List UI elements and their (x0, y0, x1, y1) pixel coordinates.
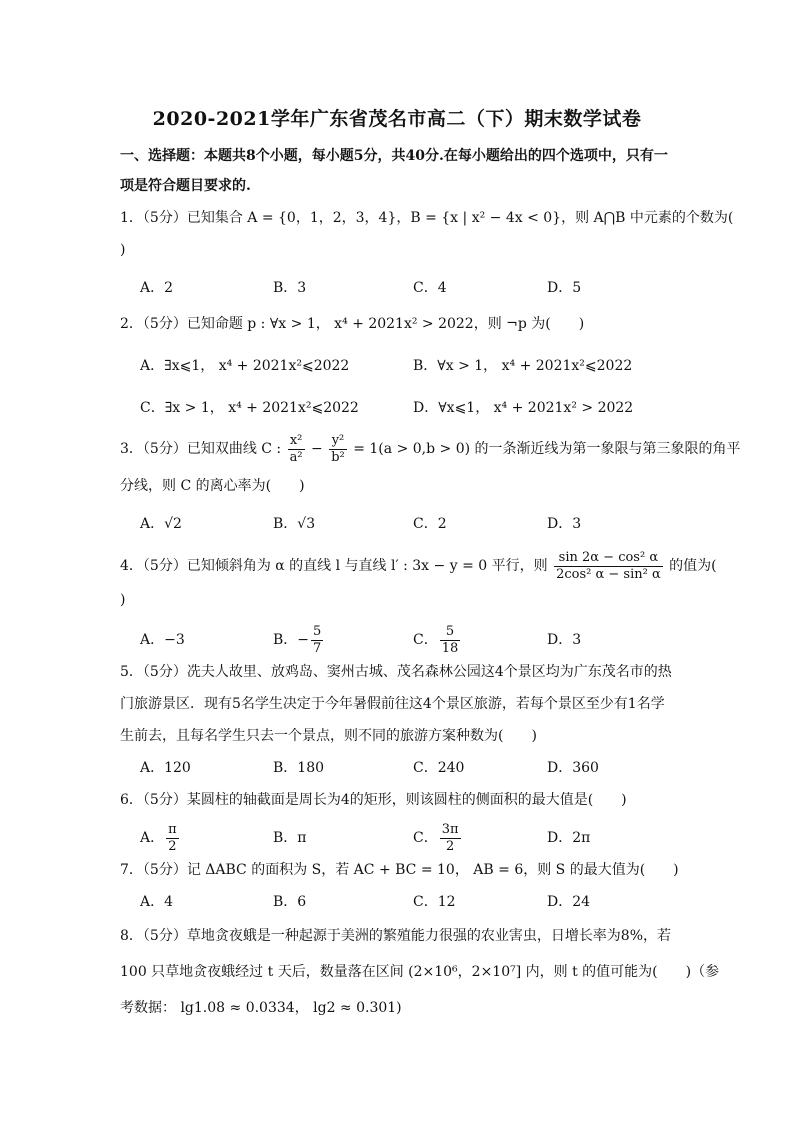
q4-stem-cont: ) (120, 592, 126, 608)
q7-stem: 7．（5分）记 ΔABC 的面积为 S，若 AC + BC = 10， AB = 6，则 S 的最大值为( ) (120, 862, 679, 878)
q3-option-d[interactable]: D．3 (547, 516, 582, 532)
q2-options-row2 (140, 396, 700, 420)
q4-option-b-num: 5 (313, 623, 322, 639)
q5-option-d[interactable]: D．360 (547, 760, 599, 776)
q4-fraction (554, 550, 663, 583)
q6-option-a-num: π (168, 821, 177, 837)
q6-option-c-den: 2 (445, 838, 455, 854)
q6-option-c[interactable] (413, 818, 463, 858)
q6-option-a-fraction (166, 822, 179, 855)
q5-option-b[interactable]: B．180 (273, 760, 325, 776)
q1-option-d[interactable]: D．5 (547, 280, 582, 296)
q4-option-a[interactable]: A．−3 (140, 632, 185, 648)
q3-minus: − (311, 441, 323, 457)
q5-stem-line2: 门旅游景区．现有5名学生决定于今年暑假前往这4个景区旅游，若每个景区至少有1名学 (120, 696, 665, 712)
q4-option-c-label: C． (413, 632, 438, 648)
q1-stem-cont: ) (120, 242, 126, 258)
q2-options-row1 (140, 354, 700, 378)
q1-option-a[interactable]: A．2 (140, 280, 174, 296)
q3-fraction-x (288, 433, 305, 466)
q6-option-b[interactable]: B．π (273, 830, 307, 846)
q5-option-a[interactable]: A．120 (140, 760, 191, 776)
q6-stem: 6．（5分）某圆柱的轴截面是周长为4的矩形，则该圆柱的侧面积的最大值是( ) (120, 792, 627, 808)
q7-option-b[interactable]: B．6 (273, 894, 307, 910)
q4-option-b-label: B． (273, 632, 298, 648)
q2-option-c[interactable]: C．∃x > 1， x⁴ + 2021x²⩽2022 (140, 400, 359, 416)
q3-stem (120, 432, 741, 466)
q3-prefix: 3．（5分）已知双曲线 C : (120, 441, 282, 457)
q7-options (140, 890, 700, 914)
q4-option-d[interactable]: D．3 (547, 632, 582, 648)
q4-option-c[interactable] (413, 620, 462, 660)
section-header-line2: 项是符合题目要求的. (120, 178, 251, 194)
q2-option-d[interactable]: D．∀x⩽1， x⁴ + 2021x² > 2022 (413, 400, 634, 416)
q3-frac2-den: b² (331, 449, 345, 465)
q4-option-c-fraction (440, 624, 461, 657)
q7-option-c[interactable]: C．12 (413, 894, 456, 910)
q3-suffix: = 1(a > 0,b > 0) 的一条渐近线为第一象限与第三象限的角平 (353, 441, 741, 457)
q2-stem: 2．（5分）已知命题 p : ∀x > 1， x⁴ + 2021x² > 2022，则 ¬p 为( ) (120, 316, 585, 332)
q4-option-c-num: 5 (440, 624, 461, 641)
q6-option-c-fraction (440, 822, 461, 855)
q4-frac-num: sin 2α − cos² α (554, 550, 663, 567)
q7-option-a[interactable]: A．4 (140, 894, 174, 910)
q5-stem-line1: 5．（5分）冼夫人故里、放鸡岛、窦州古城、茂名森林公园这4个景区均为广东茂名市的热 (120, 664, 672, 680)
q5-option-c[interactable]: C．240 (413, 760, 465, 776)
q1-option-c[interactable]: C．4 (413, 280, 447, 296)
q4-frac-den: 2cos² α − sin² α (556, 566, 661, 582)
q3-option-b[interactable]: B．√3 (273, 516, 316, 532)
q3-frac1-den: a² (289, 449, 303, 465)
q4-stem (120, 548, 717, 584)
q6-option-c-num: 3π (441, 821, 459, 837)
q2-option-a[interactable]: A．∃x⩽1， x⁴ + 2021x²⩽2022 (140, 358, 350, 374)
q6-option-c-label: C． (413, 830, 438, 846)
q3-stem-cont: 分线，则 C 的离心率为( ) (120, 478, 305, 494)
q4-option-b-fraction (311, 624, 323, 657)
q5-options (140, 756, 700, 780)
q3-options (140, 512, 700, 536)
exam-title: 2020-2021学年广东省茂名市高二（下）期末数学试卷 (152, 108, 642, 130)
q3-option-a[interactable]: A．√2 (140, 516, 182, 532)
q3-frac2-num: y² (329, 433, 347, 450)
q6-options (140, 818, 700, 858)
q3-fraction-y (329, 433, 347, 466)
q3-option-c[interactable]: C．2 (413, 516, 447, 532)
q1-option-b[interactable]: B．3 (273, 280, 307, 296)
q4-option-b[interactable] (273, 620, 325, 660)
q4-option-b-den: 7 (313, 640, 322, 656)
q4-prefix: 4．（5分）已知倾斜角为 α 的直线 l 与直线 l′ : 3x − y = 0 平行，则 (120, 558, 548, 574)
q8-stem-line2: 100 只草地贪夜蛾经过 t 天后，数量落在区间 (2×10⁶，2×10⁷] 内，则 t 的值可能为( )（参 (120, 964, 720, 980)
q6-option-d[interactable]: D．2π (547, 830, 591, 846)
q1-stem: 1．（5分）已知集合 A = {0，1，2，3，4}，B = {x | x² − 4x < 0}，则 A⋂B 中元素的个数为( (120, 210, 734, 226)
section-header-line1: 一、选择题：本题共8个小题，每小题5分，共40分.在每小题给出的四个选项中，只有一 (120, 148, 668, 164)
q1-options (140, 276, 700, 300)
q4-option-c-den: 18 (441, 640, 459, 656)
q8-stem-line3: 考数据： lg1.08 ≈ 0.0334， lg2 ≈ 0.301) (120, 1000, 402, 1016)
q5-stem-line3: 生前去，且每名学生只去一个景点，则不同的旅游方案种数为( ) (120, 728, 537, 744)
q6-option-a-label: A． (140, 830, 165, 846)
q2-option-b[interactable]: B．∀x > 1， x⁴ + 2021x²⩽2022 (413, 358, 633, 374)
q4-suffix: 的值为( (669, 558, 717, 574)
q4-option-b-sign: − (297, 632, 310, 648)
q6-option-a-den: 2 (168, 838, 177, 854)
q6-option-a[interactable] (140, 818, 181, 858)
q4-options (140, 620, 700, 660)
q8-stem-line1: 8．（5分）草地贪夜蛾是一种起源于美洲的繁殖能力很强的农业害虫，日增长率为8%，若 (120, 928, 672, 944)
q7-option-d[interactable]: D．24 (547, 894, 591, 910)
q3-frac1-num: x² (288, 433, 305, 450)
